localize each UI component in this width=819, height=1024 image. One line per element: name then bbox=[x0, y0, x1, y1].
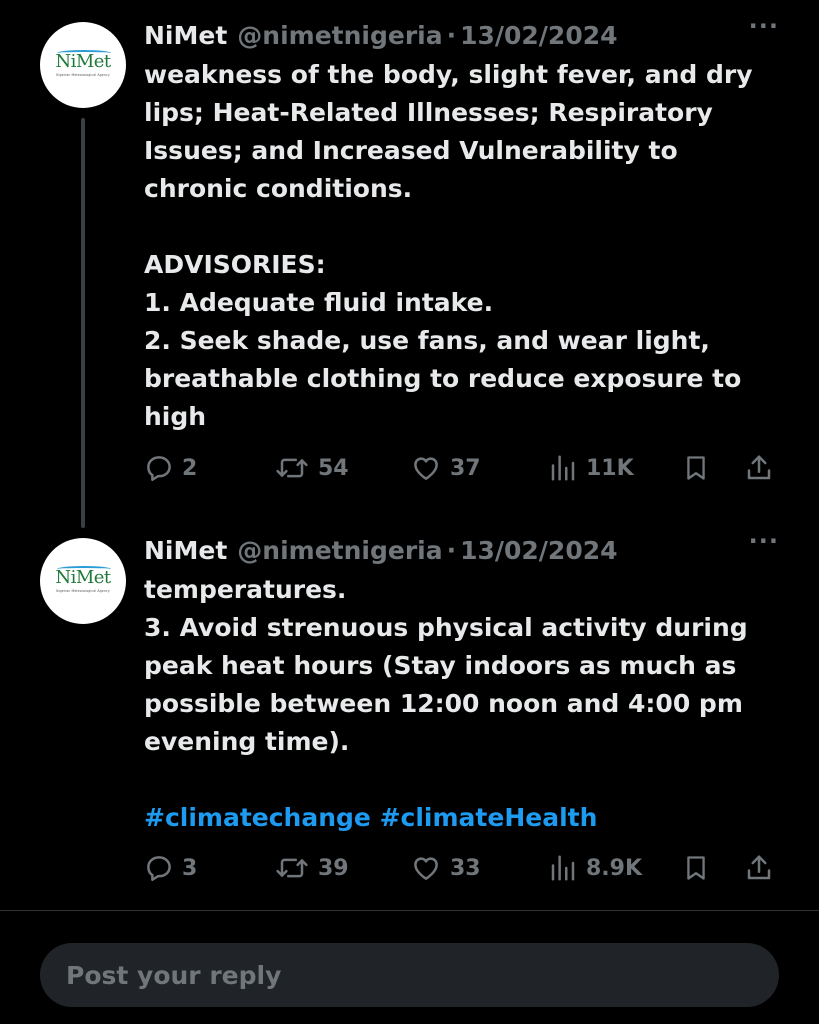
hashtag-link[interactable]: #climatechange bbox=[144, 803, 371, 832]
repost-count: 54 bbox=[318, 455, 349, 481]
reply-count: 3 bbox=[182, 855, 198, 881]
separator-dot: · bbox=[446, 20, 457, 50]
like-count: 33 bbox=[450, 855, 481, 881]
separator-dot: · bbox=[446, 535, 457, 565]
tweet-text-line: chronic conditions. bbox=[144, 174, 413, 203]
tweet-actions bbox=[144, 850, 784, 886]
nimet-logo: NiMet bbox=[55, 51, 111, 72]
hashtag-line bbox=[144, 799, 779, 837]
divider bbox=[0, 910, 819, 911]
repost-icon bbox=[274, 853, 310, 883]
bookmark-icon bbox=[682, 452, 710, 484]
tweet-text bbox=[144, 571, 779, 837]
views-button[interactable] bbox=[548, 450, 634, 486]
tweet-text-line: breathable clothing to reduce exposure to bbox=[144, 364, 742, 393]
blank-line bbox=[144, 208, 779, 246]
like-button[interactable] bbox=[410, 450, 481, 486]
repost-icon bbox=[274, 453, 310, 483]
reply-input[interactable] bbox=[64, 960, 779, 991]
tweet-text-line: possible between 12:00 noon and 4:00 pm bbox=[144, 689, 743, 718]
tweet-text bbox=[144, 56, 779, 436]
reply-icon bbox=[144, 453, 174, 483]
tweet-text-line: temperatures. bbox=[144, 575, 347, 604]
tweet-text-line: weakness of the body, slight fever, and dry bbox=[144, 60, 753, 89]
repost-button[interactable] bbox=[274, 450, 349, 486]
tweet-text-line: high bbox=[144, 402, 207, 431]
share-icon bbox=[744, 453, 774, 483]
reply-button[interactable] bbox=[144, 850, 197, 886]
tweet-text-line: Issues; and Increased Vulnerability to bbox=[144, 136, 678, 165]
nimet-logo: NiMet bbox=[55, 567, 111, 588]
tweet-text-line: lips; Heat-Related Illnesses; Respiratory bbox=[144, 98, 713, 127]
tweet-text-line: ADVISORIES: bbox=[144, 250, 326, 279]
user-handle[interactable]: @nimetnigeria bbox=[237, 535, 443, 565]
bookmark-button[interactable] bbox=[682, 450, 710, 486]
like-button[interactable] bbox=[410, 850, 481, 886]
views-count: 8.9K bbox=[586, 855, 643, 881]
blank-line bbox=[144, 761, 779, 799]
tweet-date[interactable]: 13/02/2024 bbox=[460, 535, 618, 565]
logo-subtitle: Nigerian Meteorological Agency bbox=[56, 589, 110, 593]
tweet-header bbox=[144, 527, 779, 567]
tweet-text-line: evening time). bbox=[144, 727, 350, 756]
share-icon bbox=[744, 853, 774, 883]
views-icon bbox=[548, 453, 578, 483]
hashtag-link[interactable]: #climateHealth bbox=[379, 803, 598, 832]
like-icon bbox=[410, 453, 442, 483]
tweet-text-line: 1. Adequate fluid intake. bbox=[144, 288, 494, 317]
tweet[interactable] bbox=[0, 527, 819, 910]
repost-button[interactable] bbox=[274, 850, 349, 886]
tweet-header bbox=[144, 12, 779, 52]
like-count: 37 bbox=[450, 455, 481, 481]
more-options-icon[interactable]: ··· bbox=[748, 12, 779, 40]
reply-composer[interactable] bbox=[40, 943, 779, 1007]
share-button[interactable] bbox=[744, 450, 774, 486]
tweet-text-line: peak heat hours (Stay indoors as much as bbox=[144, 651, 737, 680]
like-icon bbox=[410, 853, 442, 883]
reply-button[interactable] bbox=[144, 450, 197, 486]
more-options-icon[interactable]: ··· bbox=[748, 527, 779, 555]
tweet-text-line: 3. Avoid strenuous physical activity during bbox=[144, 613, 748, 642]
avatar[interactable] bbox=[40, 22, 126, 108]
display-name[interactable]: NiMet bbox=[144, 20, 228, 50]
views-count: 11K bbox=[586, 455, 634, 481]
tweet-actions bbox=[144, 450, 784, 486]
logo-subtitle: Nigerian Meteorological Agency bbox=[56, 73, 110, 77]
bookmark-button[interactable] bbox=[682, 850, 710, 886]
thread-connector-line bbox=[81, 118, 85, 528]
tweet-text-line: 2. Seek shade, use fans, and wear light, bbox=[144, 326, 710, 355]
display-name[interactable]: NiMet bbox=[144, 535, 228, 565]
share-button[interactable] bbox=[744, 850, 774, 886]
views-icon bbox=[548, 853, 578, 883]
user-handle[interactable]: @nimetnigeria bbox=[237, 20, 443, 50]
reply-count: 2 bbox=[182, 455, 198, 481]
avatar[interactable] bbox=[40, 538, 126, 624]
bookmark-icon bbox=[682, 852, 710, 884]
views-button[interactable] bbox=[548, 850, 642, 886]
reply-icon bbox=[144, 853, 174, 883]
tweet-date[interactable]: 13/02/2024 bbox=[460, 20, 618, 50]
repost-count: 39 bbox=[318, 855, 349, 881]
